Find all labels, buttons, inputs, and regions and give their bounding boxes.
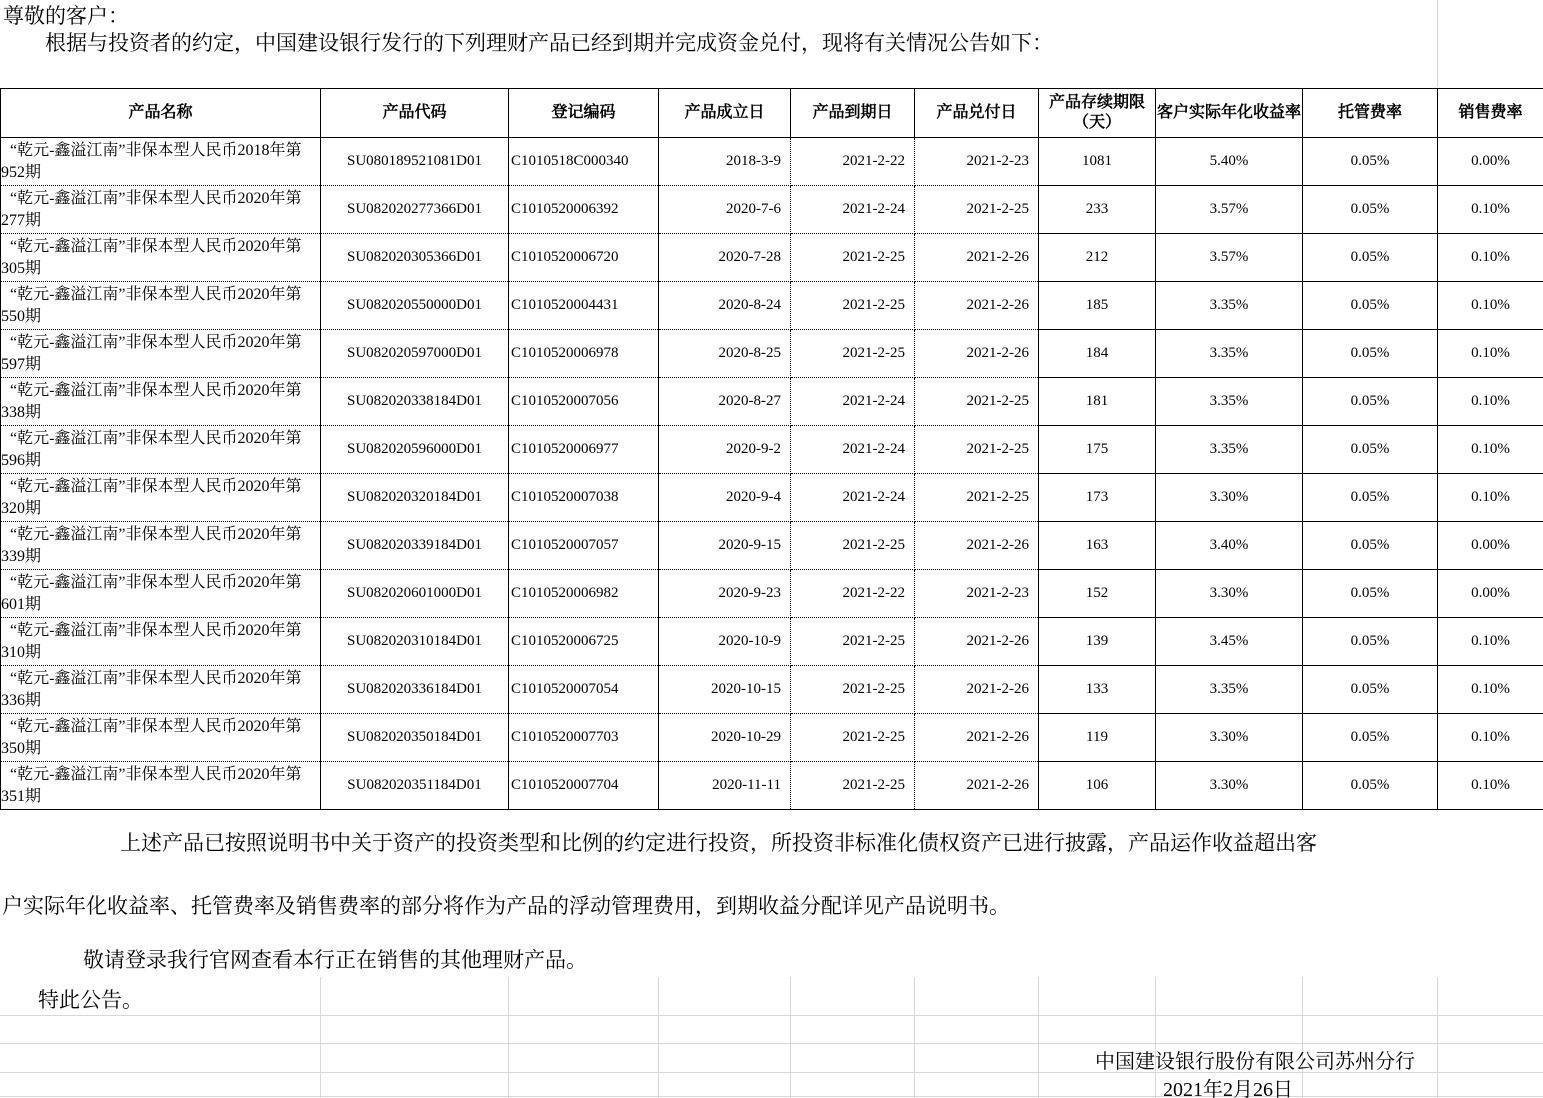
- table-cell: SU082020601000D01: [321, 570, 509, 618]
- table-cell: 2021-2-25: [915, 426, 1039, 474]
- table-cell: 152: [1039, 570, 1156, 618]
- table-cell: 0.10%: [1438, 762, 1543, 810]
- table-cell: “乾元-鑫溢江南”非保本型人民币2018年第952期: [1, 138, 321, 186]
- table-cell: “乾元-鑫溢江南”非保本型人民币2020年第601期: [1, 570, 321, 618]
- table-cell: 2020-11-11: [659, 762, 791, 810]
- table-cell: SU082020550000D01: [321, 282, 509, 330]
- table-cell: SU082020320184D01: [321, 474, 509, 522]
- table-cell: 2021-2-25: [915, 378, 1039, 426]
- table-cell: 0.05%: [1303, 474, 1438, 522]
- table-cell: C1010520006977: [509, 426, 659, 474]
- table-cell: SU082020277366D01: [321, 186, 509, 234]
- sheet-gridline: [0, 1043, 1543, 1044]
- column-header-duration-days: 产品存续期限（天）: [1039, 89, 1156, 138]
- signature-date: 2021年2月26日: [1163, 1079, 1293, 1098]
- table-cell: 175: [1039, 426, 1156, 474]
- table-cell: 106: [1039, 762, 1156, 810]
- table-cell: 0.05%: [1303, 762, 1438, 810]
- table-cell: 163: [1039, 522, 1156, 570]
- sheet-gridline: [1437, 977, 1438, 1098]
- table-cell: “乾元-鑫溢江南”非保本型人民币2020年第320期: [1, 474, 321, 522]
- table-cell: C1010520007057: [509, 522, 659, 570]
- table-cell: 0.05%: [1303, 714, 1438, 762]
- table-cell: SU082020310184D01: [321, 618, 509, 666]
- table-row: [1, 330, 1543, 378]
- table-cell: 2020-7-28: [659, 234, 791, 282]
- table-cell: “乾元-鑫溢江南”非保本型人民币2020年第338期: [1, 378, 321, 426]
- table-cell: 3.30%: [1156, 762, 1303, 810]
- column-header-inception-date: 产品成立日: [659, 89, 791, 138]
- table-cell: 2021-2-26: [915, 330, 1039, 378]
- table-cell: 2021-2-22: [791, 138, 915, 186]
- table-cell: 2020-10-29: [659, 714, 791, 762]
- table-cell: SU082020339184D01: [321, 522, 509, 570]
- column-header-registration-code: 登记编码: [509, 89, 659, 138]
- table-cell: 2021-2-24: [791, 474, 915, 522]
- table-cell: 0.05%: [1303, 426, 1438, 474]
- salutation: 尊敬的客户：: [3, 4, 129, 28]
- table-cell: 2021-2-26: [915, 234, 1039, 282]
- column-header-maturity-date: 产品到期日: [791, 89, 915, 138]
- table-cell: 0.05%: [1303, 666, 1438, 714]
- table-cell: 0.10%: [1438, 426, 1543, 474]
- table-cell: 0.05%: [1303, 186, 1438, 234]
- table-cell: C1010518C000340: [509, 138, 659, 186]
- column-header-custody-fee: 托管费率: [1303, 89, 1438, 138]
- table-cell: SU082020351184D01: [321, 762, 509, 810]
- table-cell: 0.10%: [1438, 714, 1543, 762]
- table-cell: 2021-2-26: [915, 618, 1039, 666]
- table-cell: 2020-8-24: [659, 282, 791, 330]
- table-cell: C1010520006978: [509, 330, 659, 378]
- column-header-product-name: 产品名称: [1, 89, 321, 138]
- footer-paragraph-2: 户实际年化收益率、托管费率及销售费率的部分将作为产品的浮动管理费用，到期收益分配详见产品说明书。: [2, 894, 1010, 918]
- table-cell: “乾元-鑫溢江南”非保本型人民币2020年第351期: [1, 762, 321, 810]
- table-cell: 3.35%: [1156, 666, 1303, 714]
- table-cell: 2021-2-24: [791, 378, 915, 426]
- table-cell: “乾元-鑫溢江南”非保本型人民币2020年第597期: [1, 330, 321, 378]
- table-cell: 0.05%: [1303, 282, 1438, 330]
- footer-paragraph-3: 敬请登录我行官网查看本行正在销售的其他理财产品。: [83, 948, 587, 972]
- table-cell: 0.05%: [1303, 570, 1438, 618]
- table-cell: “乾元-鑫溢江南”非保本型人民币2020年第277期: [1, 186, 321, 234]
- table-cell: 173: [1039, 474, 1156, 522]
- table-cell: 2021-2-25: [791, 330, 915, 378]
- table-cell: 233: [1039, 186, 1156, 234]
- table-cell: 2021-2-22: [791, 570, 915, 618]
- table-cell: SU082020336184D01: [321, 666, 509, 714]
- table-cell: 2020-8-27: [659, 378, 791, 426]
- table-cell: 0.05%: [1303, 138, 1438, 186]
- sheet-gridline: [658, 977, 659, 1098]
- table-cell: 2020-10-15: [659, 666, 791, 714]
- column-header-payment-date: 产品兑付日: [915, 89, 1039, 138]
- table-row: [1, 138, 1543, 186]
- column-header-sales-fee: 销售费率: [1438, 89, 1543, 138]
- table-cell: 3.40%: [1156, 522, 1303, 570]
- table-cell: 5.40%: [1156, 138, 1303, 186]
- sheet-gridline: [1038, 977, 1039, 1098]
- table-cell: 2021-2-26: [915, 714, 1039, 762]
- table-row: [1, 762, 1543, 810]
- table-cell: 3.35%: [1156, 378, 1303, 426]
- table-row: [1, 570, 1543, 618]
- table-cell: 2021-2-24: [791, 186, 915, 234]
- table-cell: 2020-9-15: [659, 522, 791, 570]
- table-cell: 119: [1039, 714, 1156, 762]
- sheet-gridline: [0, 1015, 1543, 1016]
- table-cell: “乾元-鑫溢江南”非保本型人民币2020年第550期: [1, 282, 321, 330]
- table-cell: 2021-2-25: [915, 186, 1039, 234]
- table-cell: 2021-2-25: [791, 714, 915, 762]
- table-row: [1, 282, 1543, 330]
- sheet-gridline: [1302, 977, 1303, 1098]
- table-cell: 2020-9-2: [659, 426, 791, 474]
- table-cell: C1010520007703: [509, 714, 659, 762]
- table-cell: “乾元-鑫溢江南”非保本型人民币2020年第339期: [1, 522, 321, 570]
- table-cell: C1010520007056: [509, 378, 659, 426]
- table-cell: 181: [1039, 378, 1156, 426]
- table-cell: 2021-2-24: [791, 426, 915, 474]
- table-cell: SU082020350184D01: [321, 714, 509, 762]
- table-row: [1, 522, 1543, 570]
- table-cell: C1010520006725: [509, 618, 659, 666]
- table-cell: 3.30%: [1156, 570, 1303, 618]
- signature-issuer: 中国建设银行股份有限公司苏州分行: [1095, 1051, 1415, 1073]
- table-cell: 212: [1039, 234, 1156, 282]
- table-cell: 0.10%: [1438, 474, 1543, 522]
- table-cell: 0.05%: [1303, 330, 1438, 378]
- table-cell: 2021-2-25: [791, 666, 915, 714]
- footer-paragraph-4: 特此公告。: [38, 988, 143, 1012]
- table-body: [1, 138, 1543, 810]
- table-cell: 2018-3-9: [659, 138, 791, 186]
- table-row: [1, 618, 1543, 666]
- table-cell: “乾元-鑫溢江南”非保本型人民币2020年第596期: [1, 426, 321, 474]
- sheet-gridline: [790, 977, 791, 1098]
- table-cell: 0.10%: [1438, 378, 1543, 426]
- table-cell: C1010520006982: [509, 570, 659, 618]
- table-cell: 185: [1039, 282, 1156, 330]
- sheet-gridline: [0, 1096, 1543, 1097]
- table-cell: 0.10%: [1438, 330, 1543, 378]
- table-cell: 2021-2-23: [915, 570, 1039, 618]
- table-cell: 3.57%: [1156, 186, 1303, 234]
- table-cell: 2021-2-25: [791, 522, 915, 570]
- table-cell: 3.35%: [1156, 426, 1303, 474]
- sheet-gridline: [1437, 0, 1438, 87]
- table-cell: 0.10%: [1438, 234, 1543, 282]
- table-cell: C1010520007038: [509, 474, 659, 522]
- intro-paragraph: 根据与投资者的约定，中国建设银行发行的下列理财产品已经到期并完成资金兑付，现将有关情况公告如下：: [45, 31, 1053, 55]
- table-cell: 0.00%: [1438, 138, 1543, 186]
- table-row: [1, 186, 1543, 234]
- table-cell: 2021-2-25: [791, 234, 915, 282]
- table-cell: SU082020338184D01: [321, 378, 509, 426]
- table-cell: 3.30%: [1156, 714, 1303, 762]
- table-cell: 0.05%: [1303, 378, 1438, 426]
- table-cell: 0.05%: [1303, 522, 1438, 570]
- table-cell: 0.00%: [1438, 570, 1543, 618]
- table-cell: 3.57%: [1156, 234, 1303, 282]
- column-header-annualized-yield: 客户实际年化收益率: [1156, 89, 1303, 138]
- table-row: [1, 234, 1543, 282]
- table-cell: “乾元-鑫溢江南”非保本型人民币2020年第336期: [1, 666, 321, 714]
- table-cell: C1010520007704: [509, 762, 659, 810]
- table-cell: 2020-9-23: [659, 570, 791, 618]
- table-cell: 184: [1039, 330, 1156, 378]
- table-row: [1, 426, 1543, 474]
- sheet-gridline: [1155, 977, 1156, 1098]
- footer-paragraph-1: 上述产品已按照说明书中关于资产的投资类型和比例的约定进行投资，所投资非标准化债权资产已进行披露，产品运作收益超出客: [120, 831, 1317, 855]
- table-cell: C1010520007054: [509, 666, 659, 714]
- sheet-gridline: [914, 977, 915, 1098]
- table-cell: “乾元-鑫溢江南”非保本型人民币2020年第350期: [1, 714, 321, 762]
- table-cell: 2021-2-23: [915, 138, 1039, 186]
- table-cell: 1081: [1039, 138, 1156, 186]
- table-cell: 3.45%: [1156, 618, 1303, 666]
- table-cell: 0.10%: [1438, 666, 1543, 714]
- table-cell: 2021-2-26: [915, 522, 1039, 570]
- table-cell: SU082020305366D01: [321, 234, 509, 282]
- table-header-row: [1, 89, 1543, 138]
- table-cell: 0.10%: [1438, 186, 1543, 234]
- table-cell: 3.35%: [1156, 282, 1303, 330]
- table-cell: 133: [1039, 666, 1156, 714]
- sheet-gridline: [508, 977, 509, 1098]
- sheet-gridline: [320, 977, 321, 1098]
- table-row: [1, 666, 1543, 714]
- table-cell: C1010520006392: [509, 186, 659, 234]
- table-cell: 2020-9-4: [659, 474, 791, 522]
- table-cell: 2021-2-25: [791, 762, 915, 810]
- table-cell: 0.05%: [1303, 234, 1438, 282]
- table-cell: 2021-2-25: [915, 474, 1039, 522]
- table-cell: 2021-2-26: [915, 282, 1039, 330]
- column-header-product-code: 产品代码: [321, 89, 509, 138]
- table-cell: C1010520006720: [509, 234, 659, 282]
- table-cell: 2020-10-9: [659, 618, 791, 666]
- table-cell: “乾元-鑫溢江南”非保本型人民币2020年第305期: [1, 234, 321, 282]
- table-cell: 3.35%: [1156, 330, 1303, 378]
- table-cell: SU082020597000D01: [321, 330, 509, 378]
- table-cell: 139: [1039, 618, 1156, 666]
- table-cell: “乾元-鑫溢江南”非保本型人民币2020年第310期: [1, 618, 321, 666]
- table-cell: 3.30%: [1156, 474, 1303, 522]
- products-table: [0, 88, 1543, 810]
- table-cell: SU080189521081D01: [321, 138, 509, 186]
- table-cell: 0.00%: [1438, 522, 1543, 570]
- table-cell: 0.10%: [1438, 618, 1543, 666]
- table-cell: 2020-7-6: [659, 186, 791, 234]
- table-cell: 2021-2-26: [915, 666, 1039, 714]
- table-cell: C1010520004431: [509, 282, 659, 330]
- table-cell: 0.05%: [1303, 618, 1438, 666]
- table-cell: 0.10%: [1438, 282, 1543, 330]
- table-cell: 2021-2-25: [791, 618, 915, 666]
- table-row: [1, 714, 1543, 762]
- table-cell: 2021-2-26: [915, 762, 1039, 810]
- table-cell: 2021-2-25: [791, 282, 915, 330]
- table-row: [1, 378, 1543, 426]
- table-row: [1, 474, 1543, 522]
- table-cell: SU082020596000D01: [321, 426, 509, 474]
- table-cell: 2020-8-25: [659, 330, 791, 378]
